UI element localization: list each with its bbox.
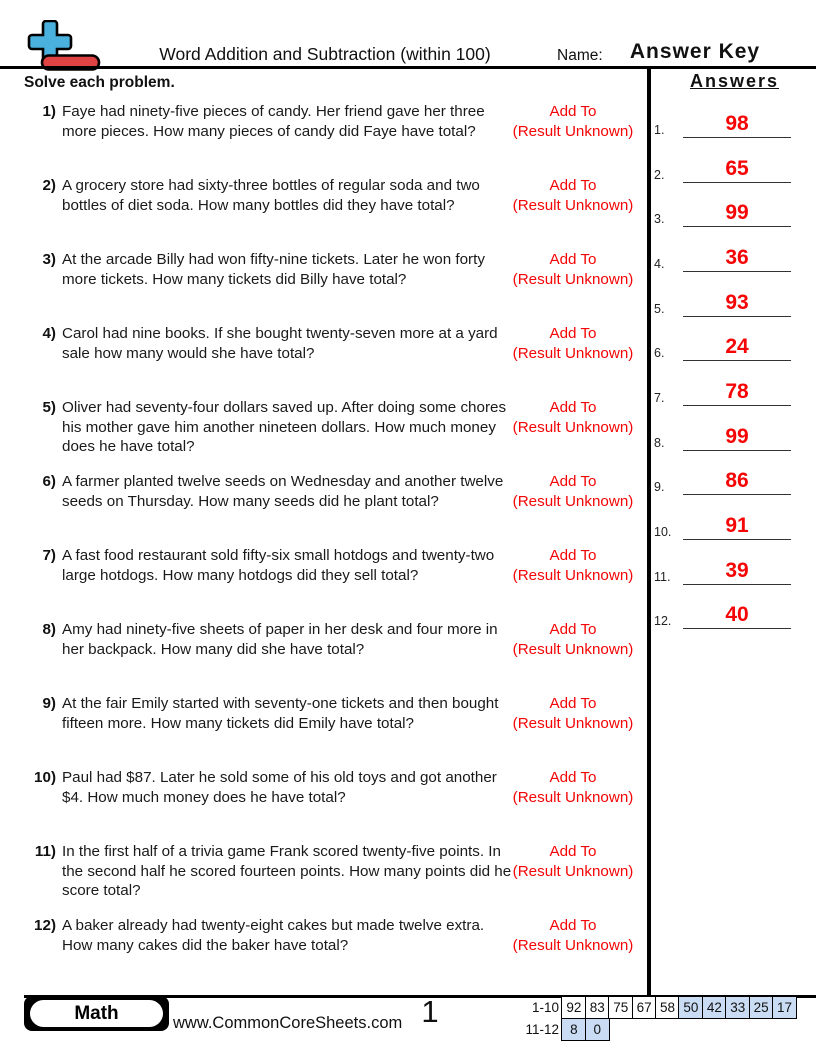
answer-value: 99	[725, 201, 749, 225]
problem-type-line2: (Result Unknown)	[512, 344, 634, 362]
problem-number: 3)	[42, 251, 56, 268]
problem-text: A baker already had twenty-eight cakes but made twelve extra. How many cakes did the baker have total?	[62, 917, 485, 954]
answer-blank-line	[683, 226, 791, 227]
answer-blank-line	[683, 494, 791, 495]
answer-value: 36	[725, 245, 749, 269]
answer-value: 40	[725, 603, 749, 627]
answer-blank-line	[683, 628, 791, 629]
problem-type-tag	[498, 250, 648, 289]
subject-label: Math	[30, 1000, 163, 1027]
problem-number: 12)	[34, 917, 56, 934]
answer-item	[652, 193, 794, 227]
problem-row	[30, 620, 648, 659]
problem-number: 9)	[42, 695, 56, 712]
problem-number: 2)	[42, 177, 56, 194]
subject-badge	[24, 996, 169, 1031]
problem-type-line1: Add To	[549, 917, 597, 934]
score-cell: 58	[655, 996, 680, 1019]
problem-row	[30, 916, 648, 955]
answer-blank-line	[683, 539, 791, 540]
problem-type-line1: Add To	[549, 547, 597, 564]
answer-blank-line	[683, 584, 791, 585]
answer-blank-line	[683, 405, 791, 406]
score-cell: 83	[585, 996, 610, 1019]
answer-value: 99	[725, 424, 749, 448]
problem-row	[30, 250, 648, 289]
answer-value: 98	[725, 112, 749, 135]
answer-number-label: 7.	[654, 390, 665, 405]
answer-value: 91	[725, 513, 749, 537]
score-cell: 0	[585, 1018, 610, 1041]
problem-type-line1: Add To	[549, 177, 597, 194]
answers-heading: Answers	[689, 71, 780, 91]
score-cell: 8	[561, 1018, 586, 1041]
answer-blank-line	[683, 182, 791, 183]
answer-number-label: 3.	[654, 212, 665, 227]
answer-number-label: 11.	[654, 569, 671, 584]
website-url: www.CommonCoreSheets.com	[173, 1014, 403, 1032]
answer-number-label: 10.	[654, 524, 672, 539]
answer-number-label: 12.	[654, 614, 672, 629]
problem-type-line2: (Result Unknown)	[512, 788, 634, 806]
answer-value: 93	[725, 290, 749, 314]
answer-number-label: 1.	[654, 123, 665, 137]
answer-value: 78	[725, 379, 749, 403]
problem-text: Carol had nine books. If she bought twenty-seven more at a yard sale how many would she have total?	[62, 325, 498, 362]
answer-blank-line	[683, 316, 791, 317]
answer-blank-line	[683, 271, 791, 272]
problem-text: Amy had ninety-five sheets of paper in her desk and four more in her backpack. How many did she have total?	[62, 621, 498, 658]
problem-number: 8)	[42, 621, 56, 638]
problem-text: In the first half of a trivia game Frank scored twenty-five points. In the second half he scored fourteen points. How many points did he score total?	[62, 843, 512, 899]
problem-type-tag	[498, 546, 648, 585]
answer-value: 24	[725, 335, 749, 359]
problem-type-line1: Add To	[549, 843, 597, 860]
score-cell: 17	[772, 996, 797, 1019]
problem-type-line1: Add To	[549, 769, 597, 786]
answer-item	[652, 372, 794, 406]
score-cell: 50	[678, 996, 703, 1019]
answer-blank-line	[683, 360, 791, 361]
problem-type-tag	[498, 176, 648, 215]
problem-type-line2: (Result Unknown)	[512, 418, 634, 436]
problem-type-line2: (Result Unknown)	[512, 566, 634, 584]
problem-type-line2: (Result Unknown)	[512, 936, 634, 954]
answer-item	[652, 327, 794, 361]
problem-row	[30, 768, 648, 807]
problem-type-line1: Add To	[549, 103, 597, 120]
problem-text: A fast food restaurant sold fifty-six small hotdogs and twenty-two large hotdogs. How many hotdogs did they sell total?	[62, 547, 495, 584]
answer-item	[652, 149, 794, 183]
problem-text: Faye had ninety-five pieces of candy. Her friend gave her three more pieces. How many pieces of candy did Faye have total?	[62, 103, 485, 140]
answer-item	[652, 595, 794, 629]
problem-number: 10)	[34, 769, 56, 786]
score-row-label: 11-12	[525, 1021, 559, 1037]
problem-number: 7)	[42, 547, 56, 564]
problem-text: A grocery store had sixty-three bottles of regular soda and two bottles of diet soda. How many bottles did they have total?	[62, 177, 480, 214]
problem-row	[30, 324, 648, 363]
score-row-label: 1-10	[531, 1000, 559, 1015]
problem-type-line2: (Result Unknown)	[512, 862, 634, 880]
answer-value: 86	[725, 469, 749, 493]
header-divider	[0, 66, 816, 69]
answer-value: 39	[725, 558, 749, 582]
name-label: Name:	[557, 47, 603, 64]
problem-row	[30, 842, 648, 901]
problem-number: 5)	[42, 399, 56, 416]
problem-type-tag	[498, 842, 648, 881]
problem-row	[30, 472, 648, 511]
answer-number-label: 4.	[654, 256, 665, 271]
answer-number-label: 2.	[654, 167, 665, 182]
page-number: 1	[421, 994, 439, 1029]
problem-row	[30, 102, 648, 141]
problem-type-line2: (Result Unknown)	[512, 196, 634, 214]
problem-type-line1: Add To	[549, 251, 597, 268]
answer-item	[652, 238, 794, 272]
problem-type-line1: Add To	[549, 325, 597, 342]
problem-text: Oliver had seventy-four dollars saved up. After doing some chores his mother gave him another nineteen dollars. How much money does he have total?	[62, 399, 507, 455]
problem-number: 1)	[42, 103, 56, 120]
answer-item	[652, 417, 794, 451]
problem-text: At the arcade Billy had won fifty-nine tickets. Later he won forty more tickets. How many tickets did Billy have total?	[62, 251, 485, 288]
answer-item	[652, 283, 794, 317]
problem-type-line2: (Result Unknown)	[512, 270, 634, 288]
answer-value: 65	[725, 156, 749, 180]
problem-type-line1: Add To	[549, 473, 597, 490]
problem-text: A farmer planted twelve seeds on Wednesday and another twelve seeds on Thursday. How many seeds did he plant total?	[62, 473, 504, 510]
score-cell: 92	[561, 996, 586, 1019]
score-row	[505, 996, 797, 1019]
problem-type-tag	[498, 102, 648, 141]
score-row	[505, 1018, 610, 1041]
problem-number: 11)	[34, 843, 56, 860]
problem-text: At the fair Emily started with seventy-one tickets and then bought fifteen more. How many tickets did Emily have total?	[62, 695, 499, 732]
score-cell: 67	[632, 996, 657, 1019]
problem-row	[30, 176, 648, 215]
worksheet-title: Word Addition and Subtraction (within 100)	[159, 44, 491, 64]
answer-number-label: 9.	[654, 480, 665, 495]
answer-number-label: 8.	[654, 435, 665, 450]
problem-row	[30, 546, 648, 585]
answer-item	[652, 461, 794, 495]
problem-number: 4)	[42, 325, 56, 342]
answer-blank-line	[683, 137, 791, 138]
answer-item	[652, 104, 794, 138]
instructions-text: Solve each problem.	[24, 74, 175, 91]
problem-type-line2: (Result Unknown)	[512, 714, 634, 732]
problem-type-tag	[498, 398, 648, 437]
score-cell: 42	[702, 996, 727, 1019]
problem-type-line2: (Result Unknown)	[512, 492, 634, 510]
answer-blank-line	[683, 450, 791, 451]
answer-key-text: Answer Key	[629, 40, 761, 63]
score-cell: 25	[749, 996, 774, 1019]
score-cell: 75	[608, 996, 633, 1019]
problem-type-tag	[498, 472, 648, 511]
problem-type-tag	[498, 768, 648, 807]
problem-type-tag	[498, 694, 648, 733]
problem-type-line1: Add To	[549, 399, 597, 416]
problem-row	[30, 694, 648, 733]
problem-type-line2: (Result Unknown)	[512, 122, 634, 140]
problem-number: 6)	[42, 473, 56, 490]
problem-text: Paul had $87. Later he sold some of his old toys and got another $4. How much money does he have total?	[62, 769, 497, 806]
problem-type-tag	[498, 324, 648, 363]
answer-number-label: 6.	[654, 346, 665, 361]
answer-item	[652, 551, 794, 585]
problem-type-tag	[498, 916, 648, 955]
problem-type-line1: Add To	[549, 621, 597, 638]
problem-type-line2: (Result Unknown)	[512, 640, 634, 658]
problem-row	[30, 398, 648, 457]
answer-item	[652, 506, 794, 540]
score-cell: 33	[725, 996, 750, 1019]
problem-type-line1: Add To	[549, 695, 597, 712]
problem-type-tag	[498, 620, 648, 659]
answer-number-label: 5.	[654, 301, 665, 316]
